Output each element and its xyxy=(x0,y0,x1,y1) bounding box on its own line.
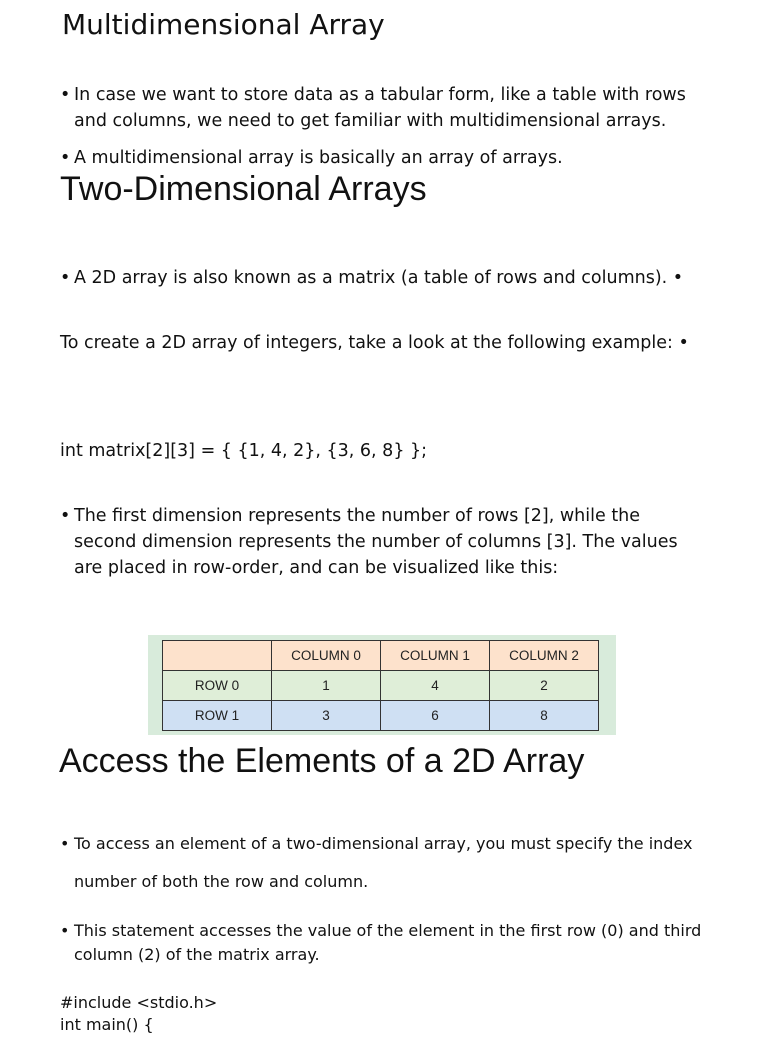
bullet-statement xyxy=(60,919,760,967)
bullet-tabular-line2: and columns, we need to get familiar with multidimensional arrays. xyxy=(74,111,667,131)
code-matrix-declaration: int matrix[2][3] = { {1, 4, 2}, {3, 6, 8} }; xyxy=(60,441,428,461)
table-cell: 2 xyxy=(490,671,599,701)
table-cell: 6 xyxy=(381,701,490,731)
create-array-text: To create a 2D array of integers, take a look at the following example: • xyxy=(60,333,689,353)
bullet-dot: • xyxy=(60,85,71,105)
table-row-label: ROW 0 xyxy=(163,671,272,701)
title-access-elements: Access the Elements of a 2D Array xyxy=(59,742,585,780)
bullet-statement-line2: column (2) of the matrix array. xyxy=(74,945,320,964)
matrix-table xyxy=(162,640,599,731)
bullet-dot: • xyxy=(60,834,70,853)
matrix-table-figure xyxy=(148,635,616,735)
table-cell: 1 xyxy=(272,671,381,701)
bullet-access-element xyxy=(60,832,760,856)
bullet-matrix-text: A 2D array is also known as a matrix (a table of rows and columns). • xyxy=(74,268,684,288)
bullet-dot: • xyxy=(60,506,71,526)
bullet-dot: • xyxy=(60,148,71,168)
table-row xyxy=(163,671,599,701)
bullet-dimensions-line2: second dimension represents the number of columns [3]. The values xyxy=(74,532,678,552)
bullet-dimensions-line1: The first dimension represents the number of rows [2], while the xyxy=(74,506,641,526)
table-row xyxy=(163,701,599,731)
table-header-cell: COLUMN 1 xyxy=(381,641,490,671)
table-cell: 3 xyxy=(272,701,381,731)
bullet-dot: • xyxy=(60,921,70,940)
code-include-line: #include <stdio.h> xyxy=(60,993,218,1012)
table-header-cell: COLUMN 2 xyxy=(490,641,599,671)
bullet-dot: • xyxy=(60,268,71,288)
bullet-dimensions-line3: are placed in row-order, and can be visualized like this: xyxy=(74,558,559,578)
table-cell: 4 xyxy=(381,671,490,701)
bullet-matrix xyxy=(60,265,760,291)
table-header-cell xyxy=(163,641,272,671)
table-header-row xyxy=(163,641,599,671)
title-two-dimensional-arrays: Two-Dimensional Arrays xyxy=(60,170,427,208)
bullet-access-line1: To access an element of a two-dimensional array, you must specify the index xyxy=(74,834,693,853)
bullet-dimensions xyxy=(60,503,760,581)
bullet-tabular-form xyxy=(60,82,760,134)
code-main-line: int main() { xyxy=(60,1015,154,1034)
table-row-label: ROW 1 xyxy=(163,701,272,731)
bullet-array-of-arrays-text: A multidimensional array is basically an array of arrays. xyxy=(74,148,563,168)
title-multidimensional-array: Multidimensional Array xyxy=(62,8,385,41)
bullet-array-of-arrays xyxy=(60,145,760,171)
table-cell: 8 xyxy=(490,701,599,731)
bullet-tabular-line1: In case we want to store data as a tabular form, like a table with rows xyxy=(74,85,686,105)
table-header-cell: COLUMN 0 xyxy=(272,641,381,671)
bullet-statement-line1: This statement accesses the value of the element in the first row (0) and third xyxy=(74,921,702,940)
bullet-access-line2: number of both the row and column. xyxy=(74,872,369,891)
